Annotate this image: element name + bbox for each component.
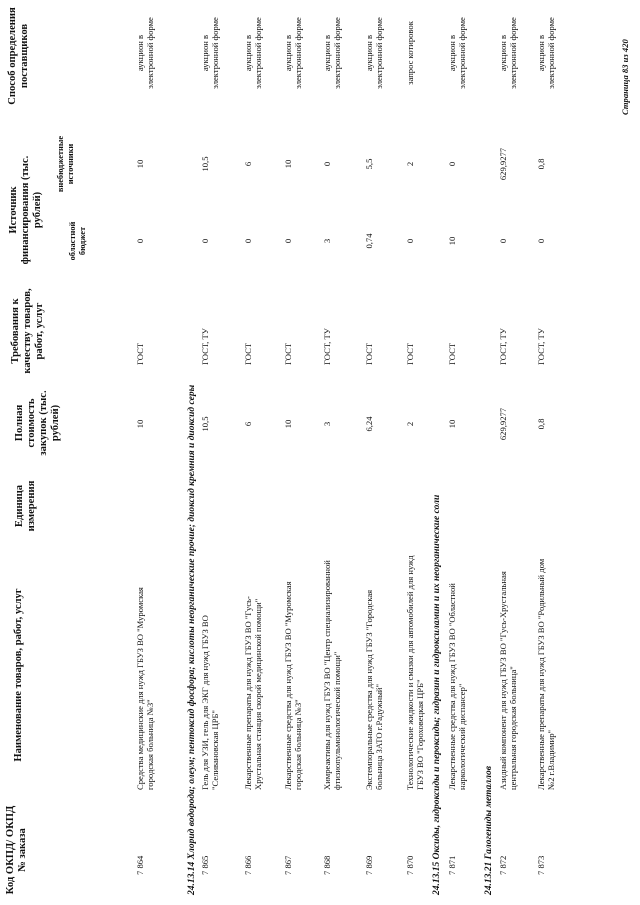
row-requirements: ГОСТ bbox=[283, 342, 293, 365]
row-requirements: ГОСТ, ТУ bbox=[322, 328, 332, 365]
row-code: 7 869 bbox=[364, 855, 374, 875]
row-financing-extrabudget: 0 bbox=[322, 161, 332, 167]
header-financing-regional: областной бюджет bbox=[68, 221, 87, 261]
section-heading: 24.13.14 Хлорид водорода; олеум; пентоксид фосфора; кислоты неорганические прочие; диоксид кремния и диоксид серы bbox=[187, 384, 197, 895]
row-financing-regional: 10 bbox=[447, 236, 457, 246]
row-name: Средства медицинские для нужд ГБУЗ ВО "Муромская городская больница №3" bbox=[135, 587, 155, 790]
row-financing-extrabudget: 2 bbox=[405, 161, 415, 167]
row-code: 7 868 bbox=[322, 855, 332, 875]
row-code: 7 866 bbox=[243, 855, 253, 875]
header-method: Способ определения поставщиков bbox=[7, 7, 30, 105]
row-code: 7 871 bbox=[447, 855, 457, 875]
row-method: аукцион в электронной форме bbox=[200, 17, 220, 89]
row-financing-extrabudget: 10,5 bbox=[200, 156, 210, 172]
header-financing: Источник финансирования (тыс. рублей) bbox=[8, 155, 43, 265]
row-method: аукцион в электронной форме bbox=[283, 17, 303, 89]
header-requirements: Требования к качеству товаров, работ, услуг bbox=[10, 288, 45, 374]
row-method: аукцион в электронной форме bbox=[498, 17, 518, 89]
row-method: аукцион в электронной форме bbox=[536, 17, 556, 89]
row-cost: 10 bbox=[447, 419, 457, 429]
row-name: Азидный компонент для нужд ГБУЗ ВО "Гусь-Хрустальная центральная городская больница" bbox=[498, 571, 518, 790]
row-cost: 6 bbox=[243, 421, 253, 427]
row-financing-extrabudget: 10 bbox=[135, 159, 145, 169]
row-cost: 10,5 bbox=[200, 416, 210, 432]
row-financing-extrabudget: 6 bbox=[243, 161, 253, 167]
row-financing-extrabudget: 629,9277 bbox=[498, 147, 508, 181]
row-cost: 10 bbox=[283, 419, 293, 429]
row-cost: 629,9277 bbox=[498, 407, 508, 441]
row-name: Лекарственные средства для нужд ГБУЗ ВО "Областной наркологический диспансер" bbox=[447, 583, 467, 790]
header-unit: Единица измерения bbox=[14, 480, 37, 532]
header-cost: Полная стоимость закупок (тыс. рублей) bbox=[14, 390, 61, 456]
row-method: аукцион в электронной форме bbox=[135, 17, 155, 89]
row-name: Лекарственные средства для нужд ГБУЗ ВО "Муромская городская больница №3" bbox=[283, 581, 303, 790]
row-name: Лекарственные препараты для нужд ГБУЗ ВО "Родильный дом №2 г.Владимир" bbox=[536, 558, 556, 790]
row-name: Лекарственные препараты для нужд ГБУЗ ВО "Гусь-Хрустальная станция скорой медицинской помощи" bbox=[243, 596, 263, 790]
row-financing-regional: 0 bbox=[200, 238, 210, 244]
row-requirements: ГОСТ bbox=[405, 342, 415, 365]
header-code: Код ОКПД/ ОКПД № заказа bbox=[5, 805, 28, 895]
row-code: 7 870 bbox=[405, 855, 415, 875]
row-financing-extrabudget: 5,5 bbox=[364, 158, 374, 170]
row-name: Технологические жидкости и смазки для автомобилей для нужд ГБУЗ ВО "Гороховецкая ЦРБ" bbox=[405, 555, 425, 790]
row-requirements: ГОСТ, ТУ bbox=[536, 328, 546, 365]
row-method: аукцион в электронной форме bbox=[322, 17, 342, 89]
row-cost: 10 bbox=[135, 419, 145, 429]
row-requirements: ГОСТ, ТУ bbox=[498, 328, 508, 365]
page-number: Страница 83 из 420 bbox=[620, 39, 630, 115]
row-code: 7 873 bbox=[536, 855, 546, 875]
row-name: Экстемпоральные средства для нужд ГБУЗ "Городская больница ЗАТО г.Радужный" bbox=[364, 589, 384, 790]
row-requirements: ГОСТ bbox=[447, 342, 457, 365]
row-financing-regional: 0 bbox=[283, 238, 293, 244]
row-financing-extrabudget: 0,8 bbox=[536, 158, 546, 170]
row-cost: 2 bbox=[405, 421, 415, 427]
row-financing-regional: 3 bbox=[322, 238, 332, 244]
row-cost: 0,8 bbox=[536, 418, 546, 430]
row-requirements: ГОСТ bbox=[135, 342, 145, 365]
row-financing-regional: 0 bbox=[243, 238, 253, 244]
row-requirements: ГОСТ bbox=[243, 342, 253, 365]
row-financing-regional: 0 bbox=[498, 238, 508, 244]
row-code: 7 864 bbox=[135, 855, 145, 875]
row-financing-regional: 0 bbox=[135, 238, 145, 244]
row-code: 7 865 bbox=[200, 855, 210, 875]
section-heading: 24.13.21 Галогениды металлов bbox=[484, 766, 494, 895]
row-cost: 6,24 bbox=[364, 416, 374, 432]
row-financing-regional: 0,74 bbox=[364, 233, 374, 249]
section-heading: 24.13.15 Оксиды, гидроксиды и пероксиды; гидразин и гидроксиламин и их неорганические соли bbox=[432, 494, 442, 895]
row-requirements: ГОСТ bbox=[364, 342, 374, 365]
header-financing-extrabudget: внебюджетные источники bbox=[56, 135, 75, 193]
row-method: аукцион в электронной форме bbox=[447, 17, 467, 89]
row-code: 7 872 bbox=[498, 855, 508, 875]
row-financing-extrabudget: 0 bbox=[447, 161, 457, 167]
row-financing-extrabudget: 10 bbox=[283, 159, 293, 169]
row-name: Химреактивы для нужд ГБУЗ ВО "Центр специализированной фтизиопульмонологической помощи" bbox=[322, 560, 342, 790]
row-financing-regional: 0 bbox=[405, 238, 415, 244]
row-method: запрос котировок bbox=[405, 21, 415, 85]
row-requirements: ГОСТ, ТУ bbox=[200, 328, 210, 365]
row-name: Гель для УЗИ, гель для ЭКГ для нужд ГБУЗ ВО "Селивановская ЦРБ" bbox=[200, 615, 220, 790]
row-cost: 3 bbox=[322, 421, 332, 427]
row-code: 7 867 bbox=[283, 855, 293, 875]
row-method: аукцион в электронной форме bbox=[243, 17, 263, 89]
row-financing-regional: 0 bbox=[536, 238, 546, 244]
row-method: аукцион в электронной форме bbox=[364, 17, 384, 89]
header-name: Наименование товаров, работ, услуг bbox=[13, 588, 24, 762]
